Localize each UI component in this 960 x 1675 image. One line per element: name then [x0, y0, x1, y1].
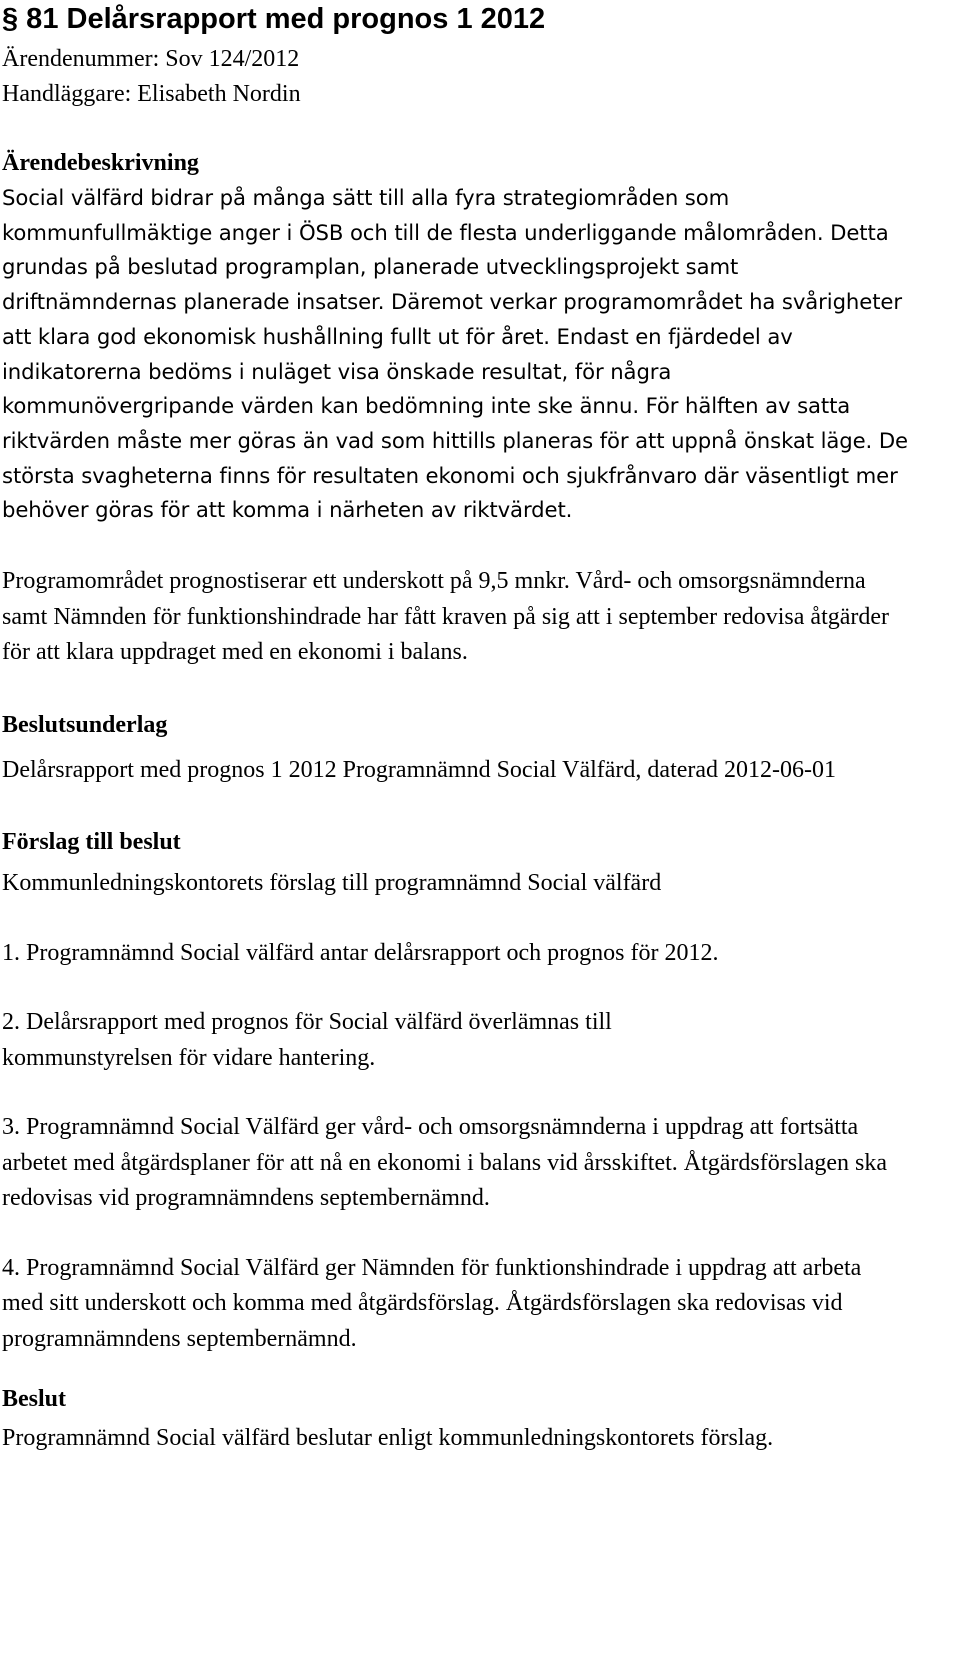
page-title: § 81 Delårsrapport med prognos 1 2012 — [2, 3, 546, 35]
decision-heading: Beslut — [2, 1386, 67, 1413]
case-meta — [2, 42, 960, 112]
proposal-heading: Förslag till beslut — [2, 829, 181, 856]
description-heading: Ärendebeskrivning — [2, 150, 199, 176]
description-paragraph-1: Social välfärd bidrar på många sätt till alla fyra strategiområden som kommunfullmäktige anger i ÖSB och till de flesta underliggande målområden. Detta grundas på beslutad programplan, planerade utvecklingsprojekt samt driftnämndernas planerade insatser. Däremot verkar programområdet ha svårigheter att klara god ekonomisk hushållning fullt ut för året. Endast en fjärdedel av indikatorerna bedöms i nuläget visa önskade resultat, för några kommunövergripande värden kan bedömning inte ske ännu. För hälften av satta riktvärden måste mer göras än vad som hittills planeras för att uppnå önskat läge. De största svagheterna finns för resultaten ekonomi och sjukfrånvaro där väsentligt mer behöver göras för att komma i närheten av riktvärdet. — [2, 185, 908, 523]
case-number: Ärendenummer: Sov 124/2012 — [2, 46, 300, 72]
basis-heading: Beslutsunderlag — [2, 711, 168, 738]
basis-text: Delårsrapport med prognos 1 2012 Programnämnd Social Välfärd, daterad 2012-06-01 — [2, 756, 837, 783]
description-paragraph-2: Programområdet prognostiserar ett underskott på 9,5 mnkr. Vård- och omsorgsnämnderna samt Nämnden för funktionshindrade har fått kraven på sig att i september redovisa åtgärder för att klara uppdraget med en ekonomi i balans. — [2, 568, 890, 666]
case-handler: Handläggare: Elisabeth Nordin — [2, 81, 301, 107]
proposal-intro: Kommunledningskontorets förslag till programnämnd Social välfärd — [2, 870, 662, 897]
proposal-item-3: 3. Programnämnd Social Välfärd ger vård- och omsorgsnämnderna i uppdrag att fortsätta arbetet med åtgärdsplaner för att nå en ekonomi i balans vid årsskiftet. Åtgärdsförslagen ska redovisas vid programnämndens septembernämnd. — [2, 1114, 888, 1212]
proposal-item-1: 1. Programnämnd Social välfärd antar delårsrapport och prognos för 2012. — [2, 939, 719, 966]
proposal-item-2: 2. Delårsrapport med prognos för Social välfärd överlämnas till kommunstyrelsen för vidare hantering. — [2, 1009, 612, 1071]
proposal-item-4: 4. Programnämnd Social Välfärd ger Nämnden för funktionshindrade i uppdrag att arbeta med sitt underskott och komma med åtgärdsförslag. Åtgärdsförslagen ska redovisas vid programnämndens septembernämnd. — [2, 1254, 862, 1352]
decision-text: Programnämnd Social välfärd beslutar enligt kommunledningskontorets förslag. — [2, 1425, 774, 1452]
